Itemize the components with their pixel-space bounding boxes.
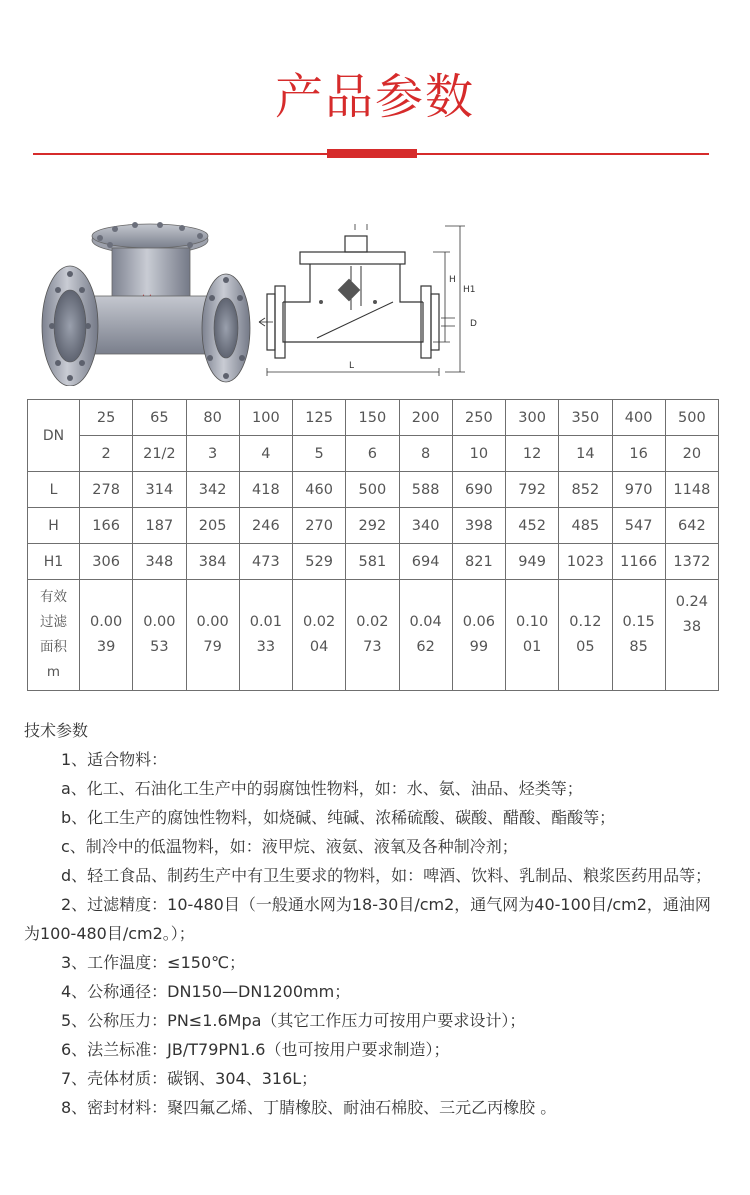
table-cell: 300 <box>506 400 559 436</box>
table-cell: 314 <box>133 472 186 508</box>
table-cell-value: 0.0039 <box>89 614 123 655</box>
table-cell-value: 0.0462 <box>409 614 442 655</box>
table-cell: 500 <box>665 400 718 436</box>
table-cell-value: 0.0079 <box>196 614 229 655</box>
tech-heading: 技术参数 <box>24 721 89 740</box>
table-cell <box>506 580 559 691</box>
table-cell: 342 <box>186 472 239 508</box>
table-cell: 8 <box>399 436 452 472</box>
title-divider-accent <box>327 149 417 158</box>
table-cell: 949 <box>506 544 559 580</box>
table-cell: 460 <box>293 472 346 508</box>
tech-line: 6、法兰标准：JB/T79PN1.6（也可按用户要求制造）； <box>61 1040 450 1059</box>
table-cell: 80 <box>186 400 239 436</box>
table-cell: 6 <box>346 436 399 472</box>
table-row-dn <box>28 400 719 436</box>
tech-line: 4、公称通径：DN150—DN1200mm； <box>61 982 351 1001</box>
table-cell <box>80 580 133 691</box>
table-cell-value: 0.0204 <box>302 614 336 655</box>
table-cell: 4 <box>239 436 292 472</box>
table-cell: 65 <box>133 400 186 436</box>
row-label-h1: H1 <box>28 544 80 580</box>
table-cell <box>612 580 665 691</box>
spec-table <box>27 399 719 691</box>
table-cell: 821 <box>452 544 505 580</box>
table-cell: 306 <box>80 544 133 580</box>
table-cell: 694 <box>399 544 452 580</box>
table-cell: 500 <box>346 472 399 508</box>
table-cell: 852 <box>559 472 612 508</box>
table-cell: 690 <box>452 472 505 508</box>
table-cell <box>559 580 612 691</box>
table-cell: 21/2 <box>133 436 186 472</box>
table-cell: 278 <box>80 472 133 508</box>
table-cell: 125 <box>293 400 346 436</box>
tech-line: d、轻工食品、制药生产中有卫生要求的物料，如：啤酒、饮料、乳制品、粮浆医药用品等； <box>61 866 712 885</box>
table-row-h1 <box>28 544 719 580</box>
tech-line: c、制冷中的低温物料，如：液甲烷、液氨、液氧及各种制冷剂； <box>61 837 518 856</box>
table-cell: 452 <box>506 508 559 544</box>
table-cell: 270 <box>293 508 346 544</box>
table-cell: 970 <box>612 472 665 508</box>
table-row-inch <box>28 436 719 472</box>
table-cell: 187 <box>133 508 186 544</box>
table-cell: 20 <box>665 436 718 472</box>
tech-line: b、化工生产的腐蚀性物料，如烧碱、纯碱、浓稀硫酸、碳酸、醋酸、酯酸等； <box>61 808 616 827</box>
table-cell <box>665 580 718 691</box>
table-cell <box>133 580 186 691</box>
table-cell <box>346 580 399 691</box>
table-cell <box>239 580 292 691</box>
table-cell: 1023 <box>559 544 612 580</box>
table-cell: 2 <box>80 436 133 472</box>
table-cell: 547 <box>612 508 665 544</box>
table-cell: 200 <box>399 400 452 436</box>
table-cell: 340 <box>399 508 452 544</box>
table-cell: 12 <box>506 436 559 472</box>
table-cell: 14 <box>559 436 612 472</box>
table-cell: 166 <box>80 508 133 544</box>
table-cell: 348 <box>133 544 186 580</box>
table-cell: 1166 <box>612 544 665 580</box>
table-cell: 25 <box>80 400 133 436</box>
table-cell-value: 0.1001 <box>515 614 549 655</box>
tech-line: 1、适合物料： <box>61 750 168 769</box>
table-cell-value: 0.0273 <box>356 614 389 655</box>
drawing-label-h1: H1 <box>463 285 476 295</box>
table-cell: 588 <box>399 472 452 508</box>
table-cell: 418 <box>239 472 292 508</box>
table-cell <box>452 580 505 691</box>
table-row-area <box>28 580 719 691</box>
table-cell: 10 <box>452 436 505 472</box>
table-cell-value: 0.2438 <box>675 594 709 635</box>
tech-line: 8、密封材料：聚四氟乙烯、丁腈橡胶、耐油石棉胶、三元乙丙橡胶 。 <box>61 1098 557 1117</box>
table-cell: 250 <box>452 400 505 436</box>
row-label-area-text: 有效过滤面积m <box>40 589 67 680</box>
table-cell-value: 0.1585 <box>622 614 655 655</box>
tech-params <box>24 716 724 1122</box>
table-cell: 642 <box>665 508 718 544</box>
row-label-area <box>28 580 80 691</box>
row-label-dn: DN <box>28 400 80 472</box>
table-cell: 3 <box>186 436 239 472</box>
table-row-l <box>28 472 719 508</box>
table-cell: 205 <box>186 508 239 544</box>
table-cell: 350 <box>559 400 612 436</box>
tech-line: 7、壳体材质：碳钢、304、316L； <box>61 1069 318 1088</box>
table-cell: 16 <box>612 436 665 472</box>
technical-drawing-icon <box>255 222 485 382</box>
row-label-h: H <box>28 508 80 544</box>
table-cell: 581 <box>346 544 399 580</box>
table-cell: 1148 <box>665 472 718 508</box>
table-cell: 384 <box>186 544 239 580</box>
table-cell: 5 <box>293 436 346 472</box>
table-cell: 150 <box>346 400 399 436</box>
drawing-label-l: L <box>349 361 355 371</box>
table-cell: 529 <box>293 544 346 580</box>
table-cell-value: 0.0133 <box>249 614 283 655</box>
valve-photo-icon <box>40 218 255 386</box>
table-row-h <box>28 508 719 544</box>
table-cell: 473 <box>239 544 292 580</box>
table-cell: 792 <box>506 472 559 508</box>
table-cell: 398 <box>452 508 505 544</box>
table-cell: 292 <box>346 508 399 544</box>
tech-line: 5、公称压力：PN≤1.6Mpa（其它工作压力可按用户要求设计）； <box>61 1011 526 1030</box>
drawing-label-h: H <box>449 275 456 285</box>
drawing-label-d: D <box>470 319 477 329</box>
table-cell-value: 0.0053 <box>143 614 176 655</box>
table-cell <box>293 580 346 691</box>
table-cell: 400 <box>612 400 665 436</box>
table-cell: 246 <box>239 508 292 544</box>
table-cell: 485 <box>559 508 612 544</box>
table-cell: 100 <box>239 400 292 436</box>
table-cell <box>399 580 452 691</box>
table-cell: 1372 <box>665 544 718 580</box>
table-cell-value: 0.1205 <box>569 614 602 655</box>
tech-line: 3、工作温度：≤150℃； <box>61 953 246 972</box>
page-title: 产品参数 <box>274 69 475 125</box>
tech-line: a、化工、石油化工生产中的弱腐蚀性物料，如：水、氨、油品、烃类等； <box>61 779 583 798</box>
row-label-l: L <box>28 472 80 508</box>
table-cell-value: 0.0699 <box>462 614 496 655</box>
table-cell <box>186 580 239 691</box>
tech-line: 2、过滤精度：10-480目（一般通水网为18-30目/cm2，通气网为40-100目/cm2，通油网为100-480目/cm2。）； <box>24 895 711 943</box>
